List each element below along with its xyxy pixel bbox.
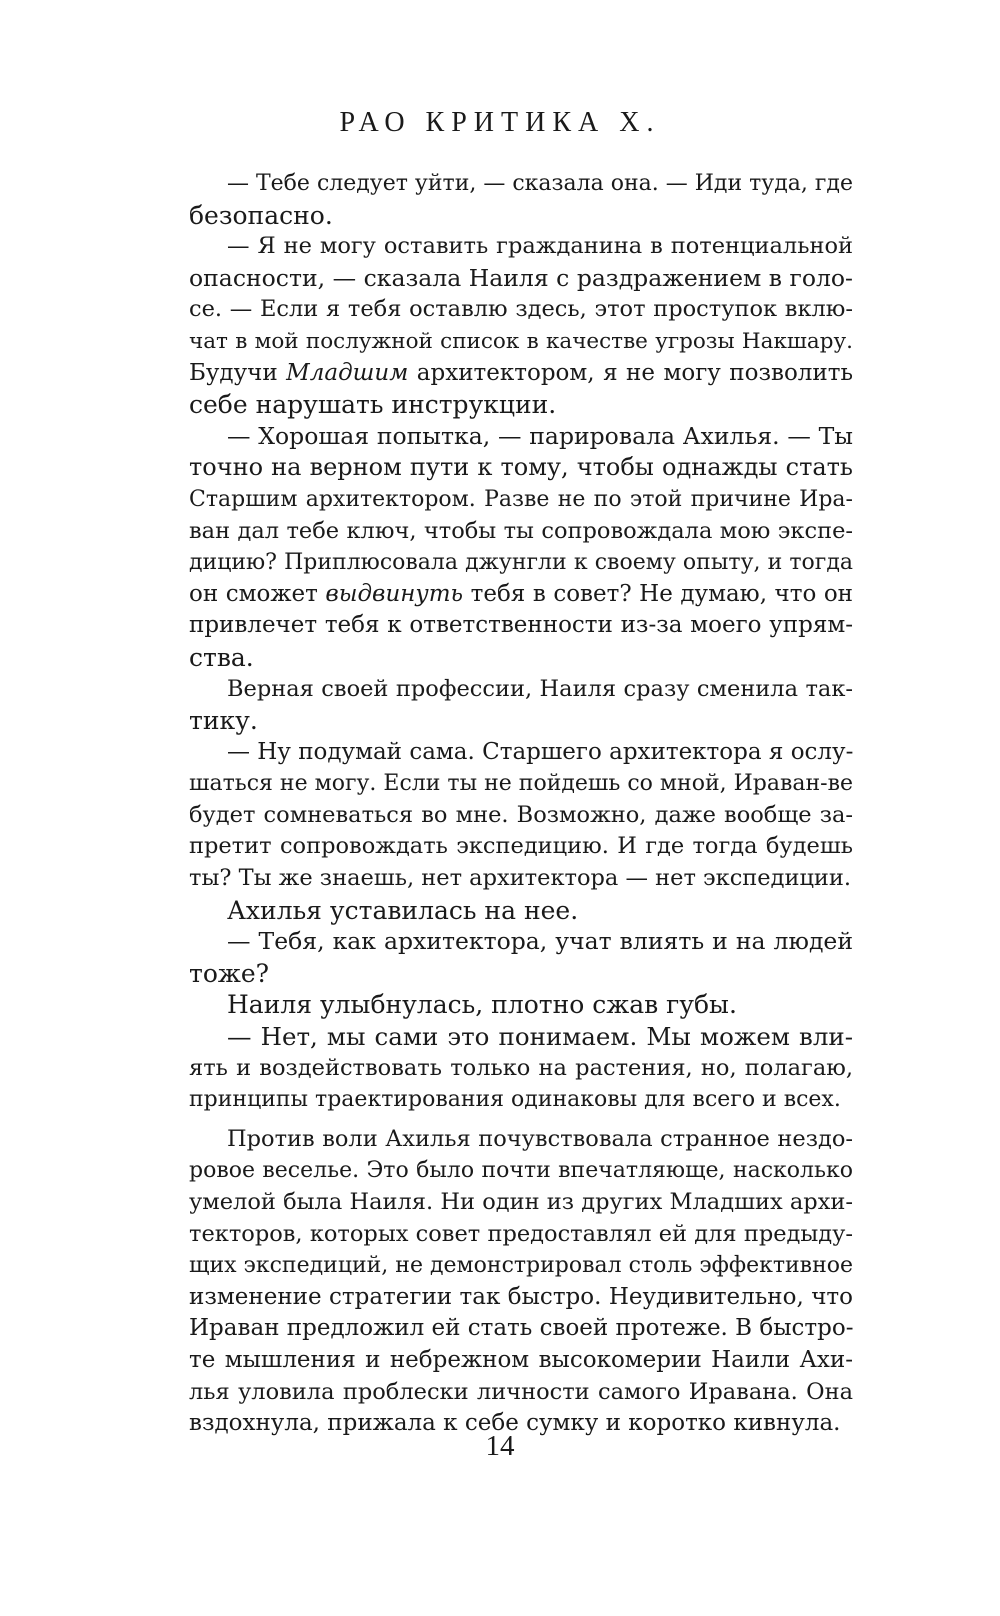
text-line: изменение стратегии так быстро. Неудивительно, что xyxy=(189,1283,853,1310)
text-line: себе нарушать инструкции. xyxy=(189,390,557,420)
text-line: ства. xyxy=(189,642,254,672)
text-line: — Хорошая попытка, — парировала Ахилья. — Ты xyxy=(227,421,853,450)
text-line: текторов, которых совет предоставлял ей для предыду- xyxy=(189,1220,853,1247)
text-line: — Ну подумай сама. Старшего архитектора я ослу- xyxy=(227,738,854,765)
text-line: безопасно. xyxy=(189,200,333,230)
page-body-text xyxy=(189,168,853,1440)
text-line: се. — Если я тебя оставлю здесь, этот проступок вклю- xyxy=(189,296,853,323)
text-line: тоже? xyxy=(189,958,270,988)
text-line: — Тебя, как архитектора, учат влиять и на людей xyxy=(227,927,853,956)
text-line: те мышления и небрежном высокомерии Наили Ахи- xyxy=(189,1346,853,1373)
text-line: ты? Ты же знаешь, нет архитектора — нет экспедиции. xyxy=(189,865,852,892)
text-line: щих экспедиций, не демонстрировал столь эффективное xyxy=(189,1253,853,1279)
text-line: точно на верном пути к тому, чтобы однажды стать xyxy=(189,453,853,482)
text-line xyxy=(189,358,853,390)
text-line: лья уловила проблески личности самого Иравана. Она xyxy=(189,1378,853,1405)
text-segment: он сможет xyxy=(189,580,318,607)
text-segment: Будучи xyxy=(189,359,278,386)
text-line: дицию? Приплюсовала джунгли к своему опыту, и тогда xyxy=(189,550,853,576)
text-line: Ираван предложил ей стать своей протеже. В быстро- xyxy=(189,1315,854,1342)
text-line: будет сомневаться во мне. Возможно, даже вообще за- xyxy=(189,801,853,828)
text-line: шаться не могу. Если ты не пойдешь со мной, Ираван-ве xyxy=(189,771,853,797)
text-segment: тебя в совет? Не думаю, что он xyxy=(470,580,854,607)
text-line: ровое веселье. Это было почти впечатляюще, насколько xyxy=(189,1158,853,1184)
italic-term: Младшим xyxy=(286,359,409,386)
text-line: ван дал тебе ключ, чтобы ты сопровождала мою экспе- xyxy=(189,517,853,544)
text-line: Старшим архитектором. Разве не по этой причине Ира- xyxy=(189,486,853,512)
text-line xyxy=(189,579,853,611)
text-line: Верная своей профессии, Наиля сразу сменила так- xyxy=(227,675,853,702)
text-line: тику. xyxy=(189,706,258,736)
text-line: принципы траектирования одинаковы для всего и всех. xyxy=(189,1087,841,1113)
text-line: Наиля улыбнулась, плотно сжав губы. xyxy=(227,990,737,1020)
text-line: Против воли Ахилья почувствовала странное нездо- xyxy=(227,1125,853,1152)
text-segment: архитектором, я не могу позволить xyxy=(416,359,853,386)
text-line: привлечет тебя к ответственности из-за моего упрям- xyxy=(189,612,853,639)
text-line: вздохнула, прижала к себе сумку и коротко кивнула. xyxy=(189,1410,841,1437)
text-line: Ахилья уставилась на нее. xyxy=(227,895,579,925)
text-line: претит сопровождать экспедицию. И где тогда будешь xyxy=(189,833,853,860)
text-line: чат в мой послужной список в качестве угрозы Накшару. xyxy=(189,328,853,354)
text-line: — Нет, мы сами это понимаем. Мы можем вли- xyxy=(227,1022,853,1052)
page-number: 14 xyxy=(485,1430,515,1462)
text-line: опасности, — сказала Наиля с раздражением в голо- xyxy=(189,263,853,292)
text-line: — Я не могу оставить гражданина в потенциальной xyxy=(227,233,853,260)
running-title: РАО КРИТИКА Х. xyxy=(339,107,661,138)
text-line: — Тебе следует уйти, — сказала она. — Иди туда, где xyxy=(227,171,853,196)
text-line: умелой была Наиля. Ни один из других Младших архи- xyxy=(189,1189,853,1215)
text-line: ять и воздействовать только на растения, но, полагаю, xyxy=(189,1054,853,1081)
italic-term: выдвинуть xyxy=(325,580,464,607)
